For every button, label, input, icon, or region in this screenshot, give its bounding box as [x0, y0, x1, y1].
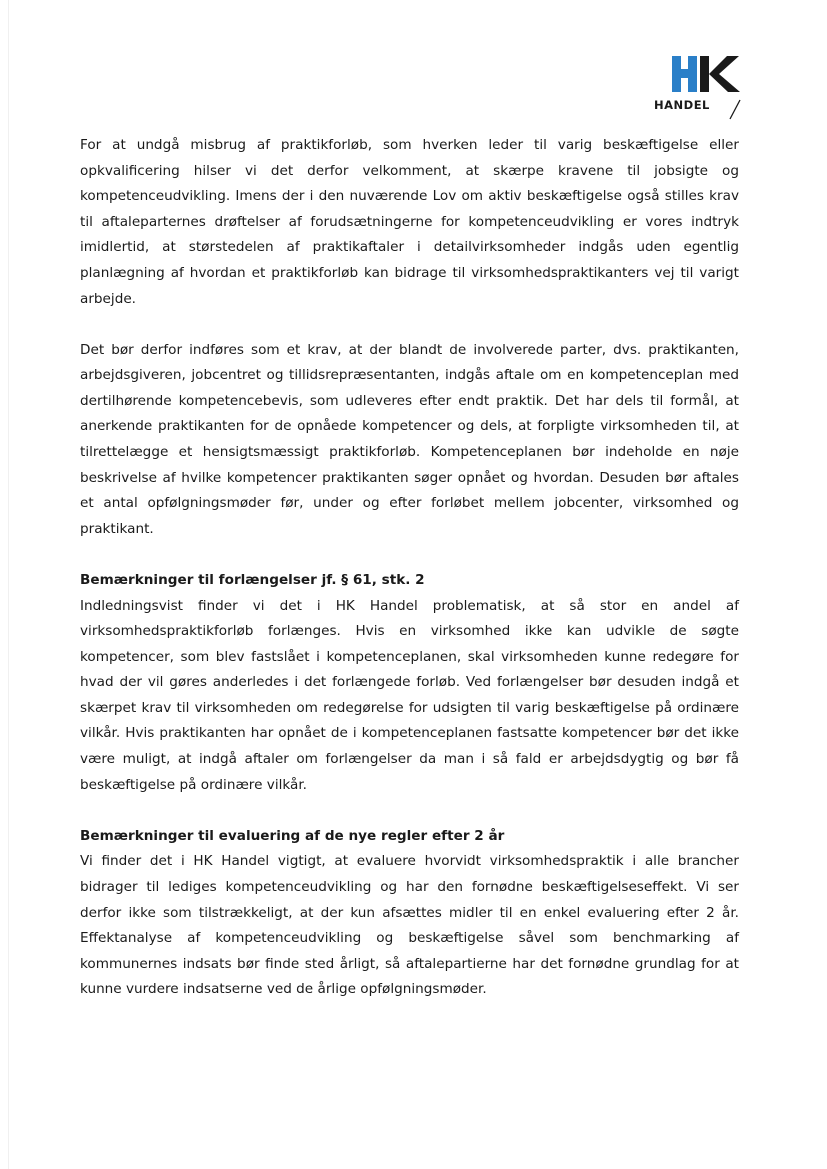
hk-logo-mark: [650, 52, 742, 124]
paragraph-kompetenceplan: Det bør derfor indføres som et krav, at der blandt de involverede parter, dvs. praktikanten, arbejdsgiveren, jobcentret og tillidsrepræsentanten, indgås aftale om en kompetenceplan med dertilhørende kompetencebevis, som udleveres efter endt praktik. Det har dels til formål, at anerkende praktikanten for de opnåede kompetencer og dels, at forpligte virksomheden til, at tilrettelægge et hensigtsmæssigt praktikforløb. Kompetenceplanen bør indeholde en nøje beskrivelse af hvilke kompetencer praktikanten søger opnået og hvordan. Desuden bør aftales et antal opfølgningsmøder før, under og efter forløbet mellem jobcenter, virksomhed og praktikant.: [80, 341, 739, 537]
section-body-forlaengelser: Indledningsvist finder vi det i HK Handel problematisk, at så stor en andel af virksomhedspraktikforløb forlænges. Hvis en virksomhed ikke kan udvikle de søgte kompetencer, som blev fastslået i kompetenceplanen, skal virksomheden kunne redegøre for hvad der vil gøres anderledes i det forlængede forløb. Ved forlængelser bør desuden indgå et skærpet krav til virksomheden om redegørelse for udsigten til varig beskæftigelse på ordinære vilkår. Hvis praktikanten har opnået de i kompetenceplanen fastsatte kompetencer bør det ikke være muligt, at indgå aftaler om forlængelser da man i så fald er arbejdsdygtig og bør få beskæftigelse på ordinære vilkår.: [80, 597, 739, 793]
paragraph-praktikforloeb: For at undgå misbrug af praktikforløb, som hverken leder til varig beskæftigelse eller opkvalificering hilser vi det derfor velkomment, at skærpe kravene til jobsigte og kompetenceudvikling. Imens der i den nuværende Lov om aktiv beskæftigelse også stilles krav til aftaleparternes drøftelser af forudsætningerne for kompetenceudvikling er vores indtryk imidlertid, at størstedelen af praktikaftaler i detailvirksomheder indgås uden egentlig planlægning af hvordan et praktikforløb kan bidrage til virksomhedspraktikanters vej til varigt arbejde.: [80, 137, 739, 307]
section-body-evaluering: Vi finder det i HK Handel vigtigt, at evaluere hvorvidt virksomhedspraktik i alle brancher bidrager til lediges kompetenceudvikling og har den fornødne beskæftigelseseffekt. Vi ser derfor ikke som tilstrækkeligt, at der kun afsættes midler til en enkel evaluering efter 2 år. Effektanalyse af kompetenceudvikling og beskæftigelse såvel som benchmarking af kommunernes indsats bør finde sted årligt, så aftalepartierne har det fornødne grundlag for at kunne vurdere indsatserne ved de årlige opfølgningsmøder.: [80, 853, 739, 998]
hk-handel-logo: [650, 52, 742, 124]
section-heading-forlaengelser: Bemærkninger til forlængelser jf. § 61, stk. 2: [80, 571, 425, 588]
svg-text:HANDEL: HANDEL: [654, 98, 710, 112]
section-heading-evaluering: Bemærkninger til evaluering af de nye regler efter 2 år: [80, 827, 505, 844]
page-edge: [8, 0, 9, 1169]
letter-body: [80, 133, 739, 1003]
